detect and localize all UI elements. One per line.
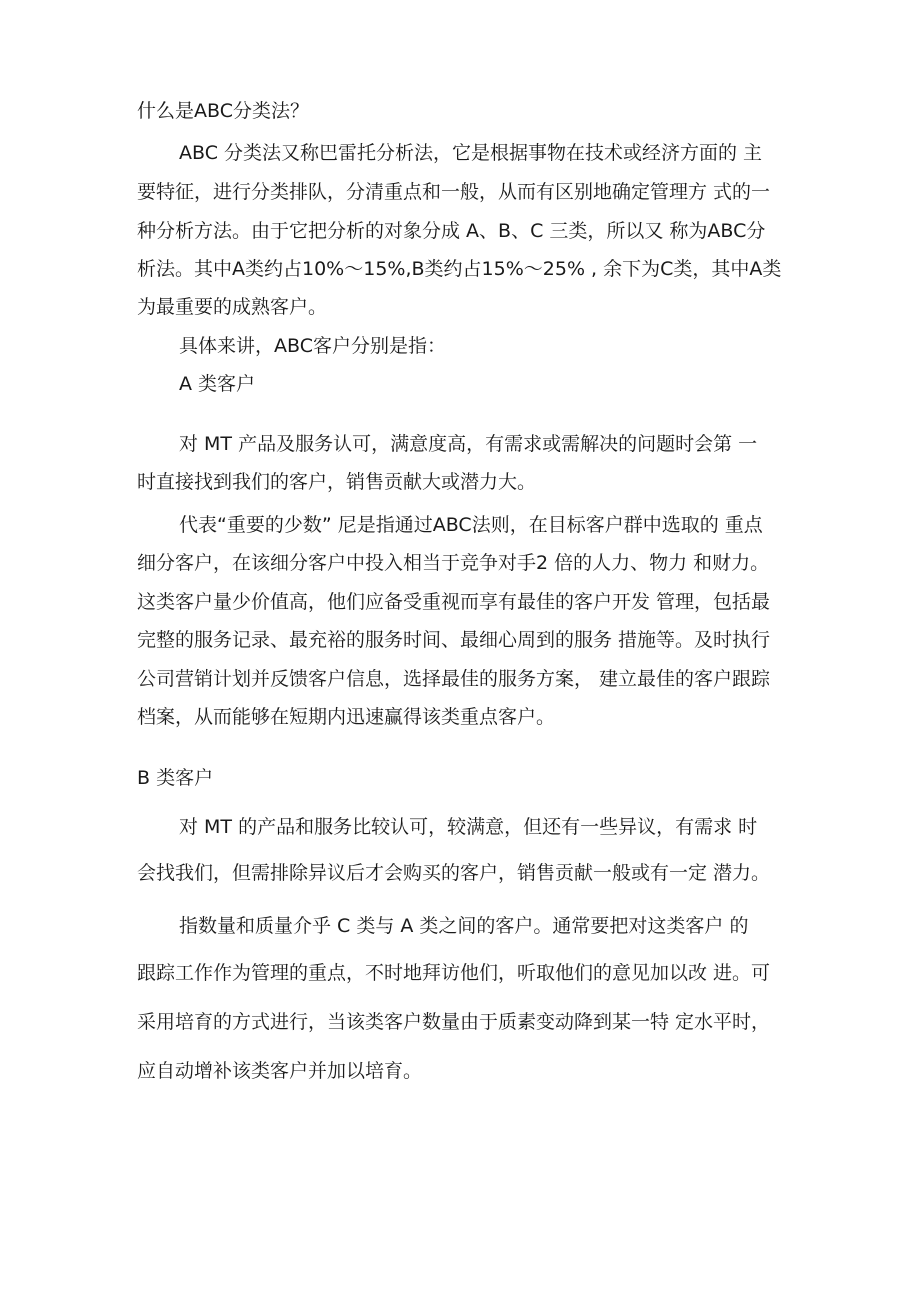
section-b-para2-line: 应自动增补该类客户并加以培育。 [137, 1060, 423, 1082]
section-a-para2-line: 这类客户量少价值高，他们应备受重视而享有最佳的客户开发 管理，包括最 [137, 591, 771, 613]
document-title: 什么是ABC分类法？ [137, 100, 309, 122]
section-b-para2-line: 采用培育的方式进行，当该类客户数量由于质素变动降到某一特 定水平时， [137, 1011, 771, 1033]
intro-line: 要特征，进行分类排队，分清重点和一般，从而有区别地确定管理方 式的一 [137, 181, 771, 203]
intro-line: 种分析方法。由于它把分析的对象分成 A、B、C 三类，所以又 称为ABC分 [137, 220, 766, 242]
section-b-para1-line: 对 MT 的产品和服务比较认可，较满意，但还有一些异议，有需求 时 [179, 816, 758, 838]
section-a-heading: A 类客户 [179, 373, 256, 395]
section-a-para1-line: 时直接找到我们的客户，销售贡献大或潜力大。 [137, 471, 537, 493]
section-a-para2-line: 完整的服务记录、最充裕的服务时间、最细心周到的服务 措施等。及时执行 [137, 629, 771, 651]
section-a-para2-line: 档案，从而能够在短期内迅速赢得该类重点客户。 [137, 706, 556, 728]
section-a-para1-line: 对 MT 产品及服务认可，满意度高，有需求或需解决的问题时会第 一 [179, 433, 758, 455]
section-b-para1-line: 会找我们，但需排除异议后才会购买的客户，销售贡献一般或有一定 潜力。 [137, 862, 771, 884]
section-b-para2-line: 指数量和质量介乎 C 类与 A 类之间的客户。通常要把对这类客户 的 [179, 915, 749, 937]
intro-line: ABC 分类法又称巴雷托分析法，它是根据事物在技术或经济方面的 主 [179, 142, 763, 164]
section-a-para2-line: 细分客户，在该细分客户中投入相当于竞争对手2 倍的人力、物力 和财力。 [137, 552, 770, 574]
section-a-para2-line: 代表“重要的少数” 尼是指通过ABC法则，在目标客户群中选取的 重点 [179, 514, 763, 536]
intro-line: 为最重要的成熟客户。 [137, 296, 328, 318]
section-a-para2-line: 公司营销计划并反馈客户信息，选择最佳的服务方案， 建立最佳的客户跟踪 [137, 668, 771, 690]
lead-text: 具体来讲，ABC客户分别是指： [179, 335, 446, 357]
section-b-para2-line: 跟踪工作作为管理的重点，不时地拜访他们，听取他们的意见加以改 进。可 [137, 962, 771, 984]
intro-line: 析法。其中A类约占10%〜15%,B类约占15%〜25% , 余下为C类，其中A类 [137, 258, 782, 280]
section-b-heading: B 类客户 [137, 767, 214, 789]
